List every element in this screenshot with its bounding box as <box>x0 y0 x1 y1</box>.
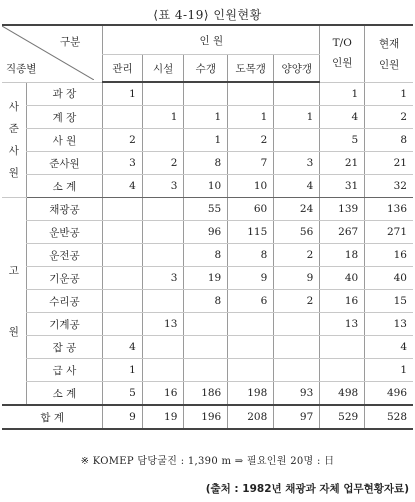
cell-current: 4 <box>365 336 413 359</box>
cell-current: 271 <box>365 221 413 244</box>
cell-to <box>320 359 365 382</box>
cell: 9 <box>228 267 274 290</box>
cell: 8 <box>184 244 228 267</box>
col-header-gwanri: 관리 <box>103 55 142 83</box>
cell: 115 <box>228 221 274 244</box>
cell <box>103 313 142 336</box>
cell: 186 <box>184 382 228 406</box>
table-row <box>2 359 413 382</box>
cell-to: 16 <box>320 290 365 313</box>
cell <box>274 82 320 106</box>
cell: 1 <box>184 106 228 129</box>
table-row <box>2 152 413 175</box>
cell <box>103 290 142 313</box>
cell: 60 <box>228 198 274 221</box>
table-row <box>2 106 413 129</box>
header-to <box>320 25 365 82</box>
cell <box>184 313 228 336</box>
cell-to <box>320 336 365 359</box>
table-row <box>2 244 413 267</box>
cell <box>228 359 274 382</box>
cell: 56 <box>274 221 320 244</box>
cell: 9 <box>103 405 142 429</box>
header-inwon: 인 원 <box>103 25 320 55</box>
cell <box>103 106 142 129</box>
cell: 196 <box>184 405 228 429</box>
cell: 4 <box>103 336 142 359</box>
cell-current: 15 <box>365 290 413 313</box>
row-label: 운전공 <box>26 244 103 267</box>
cell: 3 <box>103 152 142 175</box>
cell <box>142 221 184 244</box>
header-cur-bottom: 인원 <box>378 58 400 71</box>
diagonal-header-cell <box>2 25 103 82</box>
col-header-sugaeng: 수갱 <box>184 55 228 83</box>
row-label: 채광공 <box>26 198 103 221</box>
cell-to: 498 <box>320 382 365 406</box>
row-label: 소 계 <box>26 382 103 406</box>
cell: 16 <box>142 382 184 406</box>
header-gubun: 구분 <box>60 36 81 48</box>
cell <box>228 336 274 359</box>
cell-to: 4 <box>320 106 365 129</box>
cell <box>142 129 184 152</box>
cell: 2 <box>274 244 320 267</box>
subtotal-row <box>2 175 413 198</box>
col-header-siseol: 시설 <box>142 55 184 83</box>
table-row <box>2 82 413 106</box>
cell: 3 <box>142 175 184 198</box>
cell: 4 <box>103 175 142 198</box>
cell: 8 <box>184 290 228 313</box>
cell <box>103 198 142 221</box>
table-row <box>2 290 413 313</box>
header-row-1 <box>2 25 413 55</box>
table-note: ※ KOMEP 담당굴진 : 1,390 m ⇒ 필요인원 20명 : 日 <box>80 456 335 467</box>
cell <box>274 129 320 152</box>
col-header-yangyanggaeng: 양양갱 <box>274 55 320 83</box>
cell: 55 <box>184 198 228 221</box>
cell <box>142 244 184 267</box>
cell-current: 16 <box>365 244 413 267</box>
cell: 10 <box>184 175 228 198</box>
row-label: 사 원 <box>26 129 103 152</box>
cell: 2 <box>142 152 184 175</box>
cell-current: 1 <box>365 82 413 106</box>
cell <box>184 82 228 106</box>
cell-to: 31 <box>320 175 365 198</box>
header-to-bottom: 인원 <box>332 57 353 70</box>
cell: 9 <box>274 267 320 290</box>
cell: 1 <box>103 82 142 106</box>
cell: 1 <box>228 106 274 129</box>
header-current <box>365 25 413 82</box>
cell <box>103 267 142 290</box>
cell: 97 <box>274 405 320 429</box>
group-char: 고 <box>8 265 19 277</box>
row-label: 소 계 <box>26 175 103 198</box>
cell: 1 <box>184 129 228 152</box>
cell <box>142 82 184 106</box>
group-label-goin <box>2 198 26 406</box>
header-to-top: T/O <box>332 37 352 50</box>
cell: 198 <box>228 382 274 406</box>
row-label: 급 사 <box>26 359 103 382</box>
cell <box>184 336 228 359</box>
row-label: 잡 공 <box>26 336 103 359</box>
cell-to: 18 <box>320 244 365 267</box>
cell: 8 <box>184 152 228 175</box>
cell <box>142 198 184 221</box>
row-label: 수리공 <box>26 290 103 313</box>
header-jikjongbyeol: 직종별 <box>6 62 37 75</box>
group-char: 사 <box>8 100 19 113</box>
row-label: 기계공 <box>26 313 103 336</box>
cell: 7 <box>228 152 274 175</box>
table-caption: ⟨표 4-19⟩ 인원현황 <box>153 8 262 22</box>
cell-to: 21 <box>320 152 365 175</box>
total-label: 합 계 <box>2 405 103 429</box>
group-char: 원 <box>8 166 19 179</box>
cell-to: 5 <box>320 129 365 152</box>
cell <box>103 244 142 267</box>
cell-current: 1 <box>365 359 413 382</box>
total-row <box>2 405 413 429</box>
cell-to: 267 <box>320 221 365 244</box>
col-header-domokgaeng: 도목갱 <box>228 55 274 83</box>
cell: 10 <box>228 175 274 198</box>
group-label-junsawon <box>2 82 26 198</box>
cell <box>142 336 184 359</box>
cell-to: 13 <box>320 313 365 336</box>
cell-current: 21 <box>365 152 413 175</box>
group-char: 원 <box>8 326 19 338</box>
cell <box>184 359 228 382</box>
table-row <box>2 336 413 359</box>
row-label: 계 장 <box>26 106 103 129</box>
cell: 19 <box>142 405 184 429</box>
table-row <box>2 313 413 336</box>
cell-to: 529 <box>320 405 365 429</box>
cell-current: 8 <box>365 129 413 152</box>
group-char: 사 <box>8 144 19 157</box>
cell: 3 <box>142 267 184 290</box>
cell: 1 <box>142 106 184 129</box>
cell: 5 <box>103 382 142 406</box>
group-char: 준 <box>8 122 19 135</box>
cell-current: 496 <box>365 382 413 406</box>
row-label: 운반공 <box>26 221 103 244</box>
cell-current: 136 <box>365 198 413 221</box>
cell-current: 40 <box>365 267 413 290</box>
cell: 2 <box>274 290 320 313</box>
cell: 93 <box>274 382 320 406</box>
cell: 3 <box>274 152 320 175</box>
row-label: 과 장 <box>26 82 103 106</box>
cell: 208 <box>228 405 274 429</box>
cell: 96 <box>184 221 228 244</box>
cell: 24 <box>274 198 320 221</box>
cell <box>274 336 320 359</box>
personnel-table <box>2 24 413 430</box>
cell: 2 <box>103 129 142 152</box>
table-row <box>2 129 413 152</box>
table-row <box>2 267 413 290</box>
row-label: 기운공 <box>26 267 103 290</box>
cell <box>228 82 274 106</box>
cell-current: 32 <box>365 175 413 198</box>
cell <box>274 359 320 382</box>
cell: 1 <box>103 359 142 382</box>
cell-to: 40 <box>320 267 365 290</box>
cell-to: 139 <box>320 198 365 221</box>
cell <box>228 313 274 336</box>
cell: 13 <box>142 313 184 336</box>
cell-current: 528 <box>365 405 413 429</box>
cell <box>142 359 184 382</box>
cell: 19 <box>184 267 228 290</box>
table-row <box>2 221 413 244</box>
subtotal-row <box>2 382 413 406</box>
cell <box>274 313 320 336</box>
table-row <box>2 198 413 221</box>
cell: 8 <box>228 244 274 267</box>
cell <box>142 290 184 313</box>
source-citation: (출처 : 1982년 채광과 자체 업무현황자료) <box>205 483 409 495</box>
cell: 4 <box>274 175 320 198</box>
header-cur-top: 현재 <box>378 37 400 50</box>
cell: 1 <box>274 106 320 129</box>
cell-current: 13 <box>365 313 413 336</box>
row-label: 준사원 <box>26 152 103 175</box>
cell-to: 1 <box>320 82 365 106</box>
cell-current: 2 <box>365 106 413 129</box>
cell: 2 <box>228 129 274 152</box>
cell: 6 <box>228 290 274 313</box>
cell <box>103 221 142 244</box>
